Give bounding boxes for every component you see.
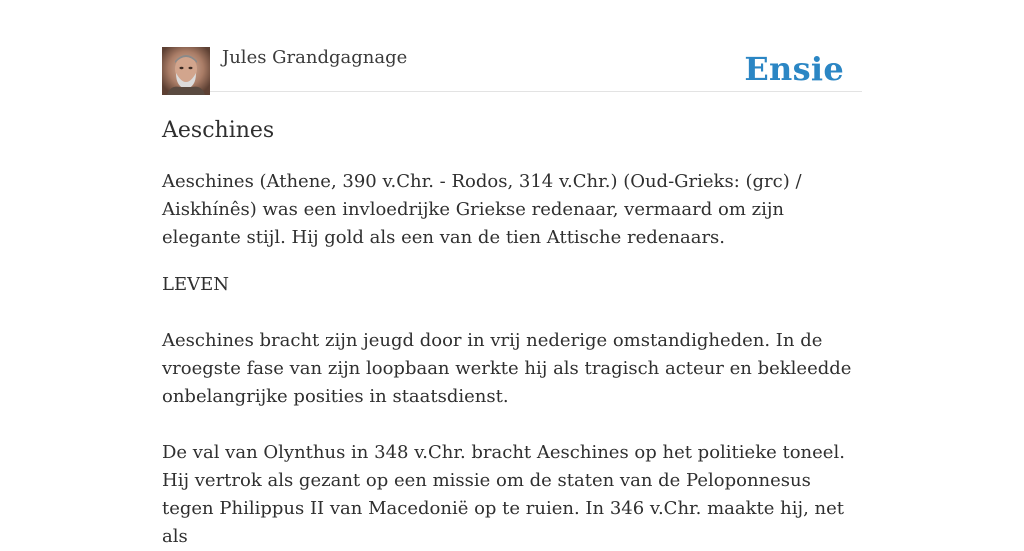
author-name[interactable]: Jules Grandgagnage [222, 47, 408, 68]
article-header [162, 0, 862, 92]
article-page [162, 0, 862, 547]
article-title: Aeschines [162, 118, 275, 143]
body-paragraph: Aeschines bracht zijn jeugd door in vrij nederige omstandigheden. In de vroegste fase van zijn loopbaan werkte hij als tragisch acteur en bekleedde onbelangrijke posities in staatsdienst. [162, 330, 852, 407]
avatar-portrait-icon [162, 47, 210, 95]
author-avatar[interactable] [162, 47, 210, 95]
article-body [162, 168, 862, 551]
intro-paragraph: Aeschines (Athene, 390 v.Chr. - Rodos, 314 v.Chr.) (Oud-Grieks: (grc) / Aiskhínês) was een invloedrijke Griekse redenaar, vermaard om zijn elegante stijl. Hij gold als een van de tien Attische redenaars. [162, 171, 802, 248]
ensie-logo[interactable]: Ensie [744, 50, 844, 88]
section-heading: LEVEN [162, 274, 229, 295]
body-paragraph: De val van Olynthus in 348 v.Chr. bracht Aeschines op het politieke toneel. Hij vertrok als gezant op een missie om de staten van de Peloponnesus tegen Philippus II van Macedonië op te ruien. In 346 v.Chr. maakte hij, net als [162, 442, 845, 547]
